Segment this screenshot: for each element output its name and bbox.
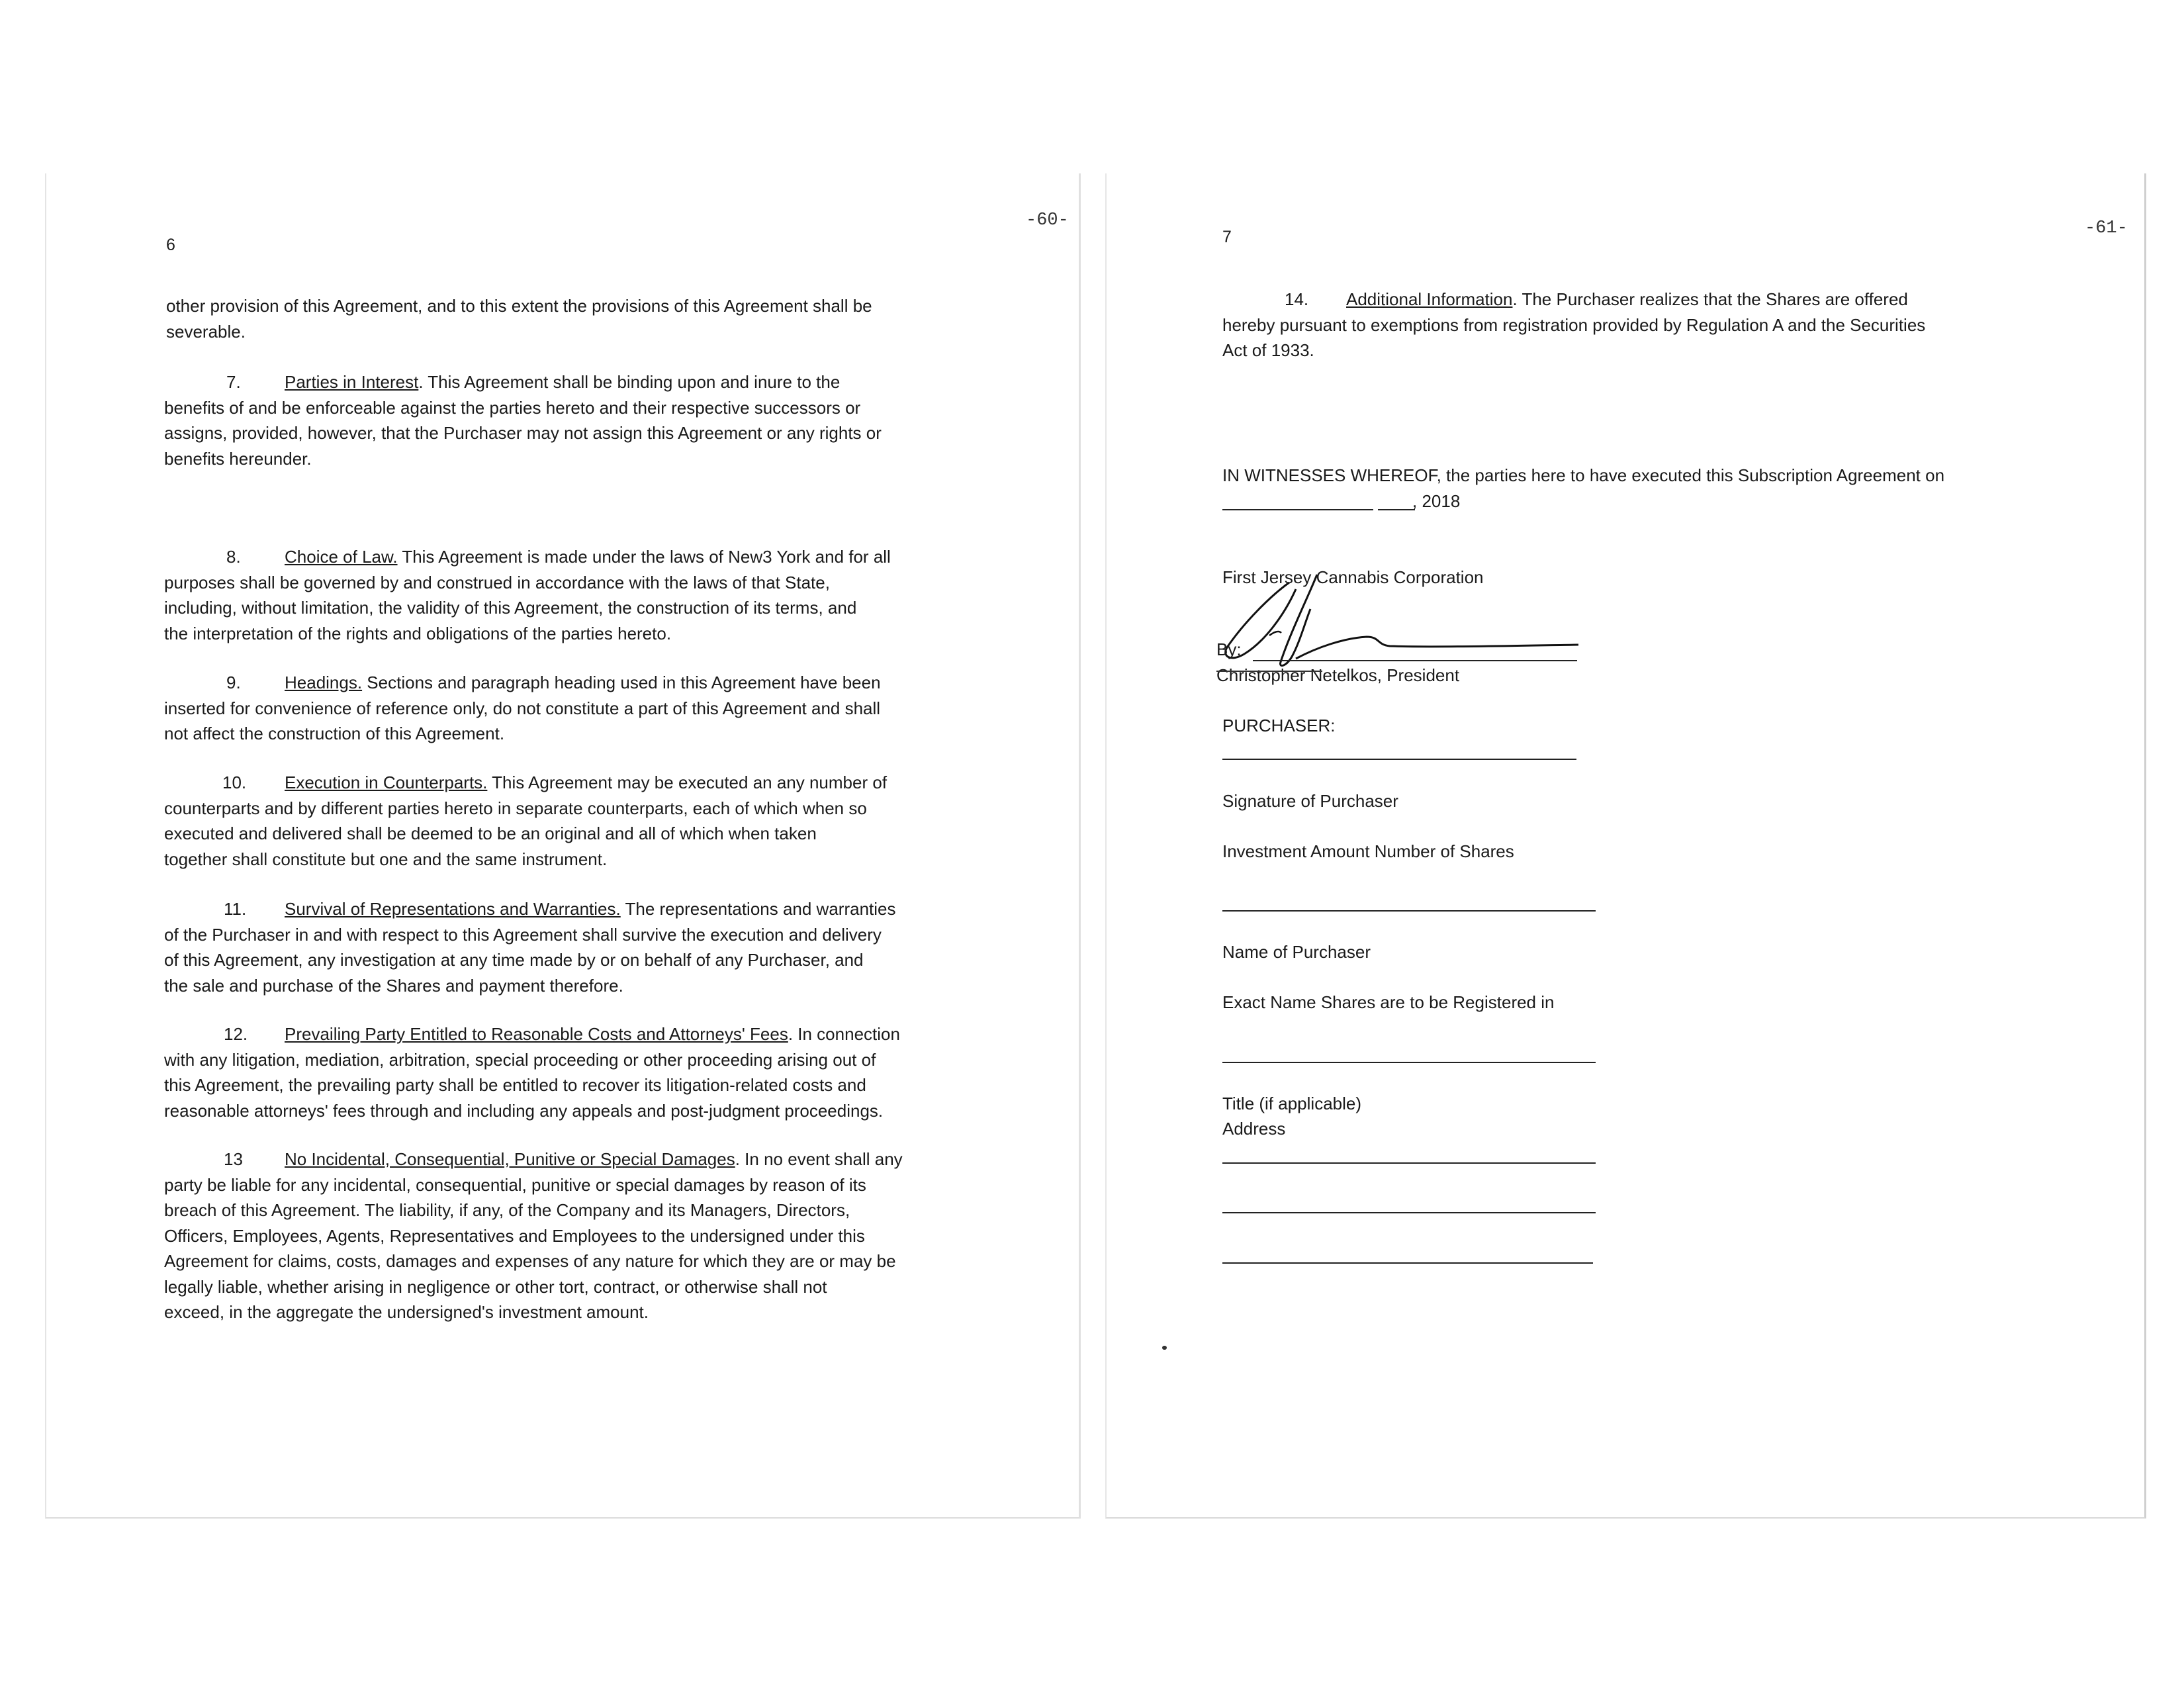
paragraph-continuation: other provision of this Agreement, and to this extent the provisions of this Agreement shall be severable. (166, 296, 872, 342)
purchaser-label: PURCHASER: (1222, 716, 1336, 735)
page-number: 6 (166, 236, 175, 254)
name-label: Name of Purchaser (1222, 942, 1371, 962)
section-7: 7. Parties in Interest. This Agreement shall be binding upon and inure to the benefits of and be enforceable against the parties hereto and their respective successors or assigns, provided, however, that the Purchaser may not assign this Agreement or any rights or benefits hereunder. (164, 372, 882, 469)
by-label: By: (1216, 639, 1242, 659)
investment-label: Investment Amount Number of Shares (1222, 841, 1514, 861)
section-heading: Choice of Law. (285, 547, 398, 567)
exact-name-label: Exact Name Shares are to be Registered in (1222, 992, 1555, 1012)
signer-strike (1216, 671, 1322, 672)
section-13: 13 No Incidental, Consequential, Punitive or Special Damages. In no event shall any party be liable for any incidental, consequential, punitive or special damages by reason of its breach of this Agreement. The liability, if any, of the Company and its Managers, Directors, Officers, Employees, Agents, Representatives and Employees to the undersigned under this Agreement for claims, costs, damages and expenses of any nature for which they are or may be legally liable, whether arising in negligence or other tort, contract, or otherwise shall not exceed, in the aggregate the undersigned's investment amount. (164, 1149, 903, 1322)
investment-line[interactable] (1222, 910, 1596, 912)
signature-image (1218, 569, 1588, 675)
section-11: 11. Survival of Representations and Warranties. The representations and warranties of the Purchaser in and with respect to this Agreement shall survive the execution and delivery of this Agreement, any investigation at any time made by or on behalf of any Purchaser, and the sale and purchase of the Shares and payment therefore. (164, 899, 896, 996)
page-number: 7 (1222, 228, 1232, 246)
witness-clause: IN WITNESSES WHEREOF, the parties here to have executed this Subscription Agreement on (1222, 465, 1945, 485)
date-line-day (1222, 509, 1373, 510)
company-name: First Jersey Cannabis Corporation (1222, 567, 1484, 587)
section-9: 9. Headings. Sections and paragraph heading used in this Agreement have been inserted for convenience of reference only, do not constitute a part of this Agreement and shall not affect the construction of this Agreement. (164, 673, 881, 743)
address-line-2[interactable] (1222, 1212, 1596, 1213)
stray-mark (1162, 1346, 1167, 1350)
address-line-3[interactable] (1222, 1262, 1593, 1264)
exact-name-line[interactable] (1222, 1062, 1596, 1063)
section-heading: Execution in Counterparts. (285, 773, 488, 792)
title-label: Title (if applicable) (1222, 1094, 1362, 1113)
page-label: -60- (1026, 211, 1069, 230)
section-heading: Prevailing Party Entitled to Reasonable Costs and Attorneys' Fees (285, 1024, 788, 1044)
by-signature-line (1253, 660, 1577, 661)
signer-name: Christopher Netelkos, President (1216, 665, 1460, 685)
date-line-month (1378, 509, 1415, 510)
address-label: Address (1222, 1119, 1286, 1139)
section-heading: No Incidental, Consequential, Punitive or Special Damages (285, 1149, 735, 1169)
section-heading: Parties in Interest (285, 372, 419, 392)
section-8: 8. Choice of Law. This Agreement is made under the laws of New3 York and for all purposes shall be governed by and construed in accordance with the laws of that State, including, without limitation, the validity of this Agreement, the construction of its terms, and the interpretation of the rights and obligations of the parties hereto. (164, 547, 891, 643)
section-14: 14. Additional Information. The Purchaser realizes that the Shares are offered hereby pursuant to exemptions from registration provided by Regulation A and the Securities Act of 1933. (1222, 289, 1926, 360)
purchaser-signature-line[interactable] (1222, 759, 1576, 760)
signature-label: Signature of Purchaser (1222, 791, 1398, 811)
section-heading: Additional Information (1346, 289, 1513, 309)
section-12: 12. Prevailing Party Entitled to Reasonable Costs and Attorneys' Fees. In connection with any litigation, mediation, arbitration, special proceeding or other proceeding arising out of this Agreement, the prevailing party shall be entitled to recover its litigation-related costs and reasonable attorneys' fees through and including any appeals and post-judgment proceedings. (164, 1024, 900, 1121)
section-heading: Survival of Representations and Warranties. (285, 899, 621, 919)
page-label: -61- (2085, 218, 2128, 238)
section-10: 10. Execution in Counterparts. This Agreement may be executed an any number of counterparts and by different parties hereto in separate counterparts, each of which when so executed and delivered shall be deemed to be an original and all of which when taken together shall constitute but one and the same instrument. (164, 773, 887, 869)
section-heading: Headings. (285, 673, 363, 692)
address-line-1[interactable] (1222, 1162, 1596, 1164)
date-year: , 2018 (1412, 491, 1461, 511)
